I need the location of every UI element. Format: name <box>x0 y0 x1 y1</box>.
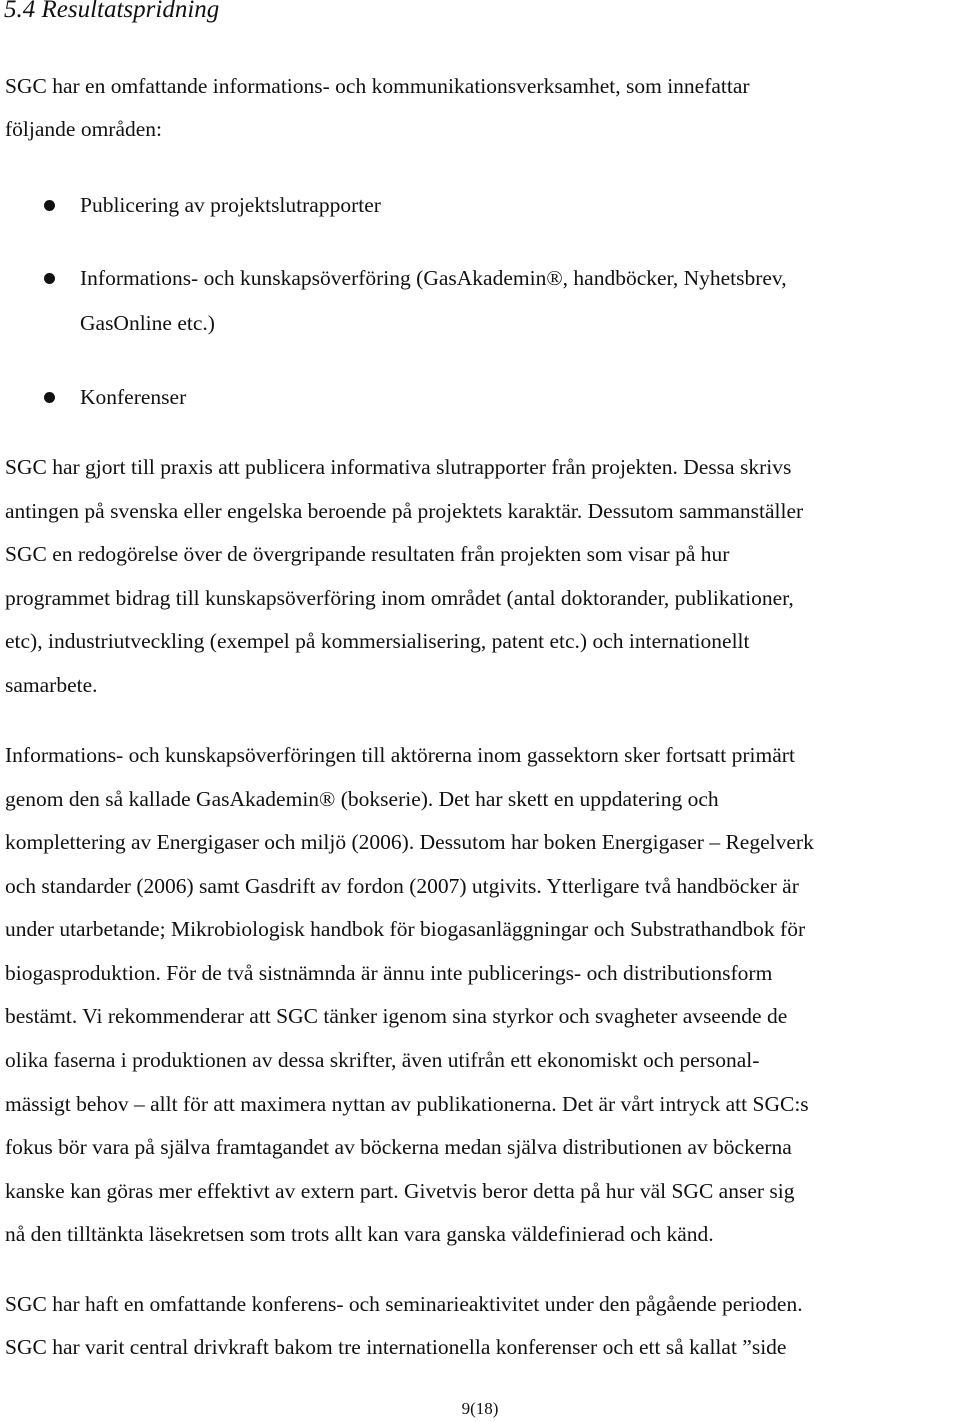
paragraph-line: kanske kan göras mer effektivt av extern part. Givetvis beror detta på hur väl SGC anser sig <box>5 1179 795 1203</box>
bullet-icon <box>44 392 55 403</box>
paragraph-line: genom den så kallade GasAkademin® (bokserie). Det har skett en uppdatering och <box>5 787 719 811</box>
paragraph-line: fokus bör vara på själva framtagandet av böckerna medan själva distributionen av böckerna <box>5 1135 792 1159</box>
bullet-item-text: Publicering av projektslutrapporter <box>80 193 381 217</box>
paragraph-line: nå den tilltänkta läsekretsen som trots allt kan vara ganska väldefinierad och känd. <box>5 1222 714 1246</box>
paragraph-line: SGC har haft en omfattande konferens- och seminarieaktivitet under den pågående perioden. <box>5 1292 803 1316</box>
bullet-item-text: Konferenser <box>80 385 187 409</box>
intro-line: följande områden: <box>5 117 163 141</box>
paragraph-line: biogasproduktion. För de två sistnämnda är ännu inte publicerings- och distributionsform <box>5 961 773 985</box>
paragraph-line: mässigt behov – allt för att maximera nyttan av publikationerna. Det är vårt intryck att SGC:s <box>5 1092 809 1116</box>
page-number: 9(18) <box>461 1399 499 1418</box>
paragraph-line: och standarder (2006) samt Gasdrift av fordon (2007) utgivits. Ytterligare två handböcker är <box>5 874 799 898</box>
section-heading: 5.4 Resultatspridning <box>4 0 220 23</box>
paragraph-line: etc), industriutveckling (exempel på kommersialisering, patent etc.) och internationellt <box>5 629 750 653</box>
intro-line: SGC har en omfattande informations- och kommunikationsverksamhet, som innefattar <box>5 74 750 98</box>
bullet-item-text: GasOnline etc.) <box>80 311 215 335</box>
bullet-icon <box>44 273 55 284</box>
bullet-item-text: Informations- och kunskapsöverföring (GasAkademin®, handböcker, Nyhetsbrev, <box>80 266 787 290</box>
bullet-icon <box>44 200 55 211</box>
paragraph-line: antingen på svenska eller engelska beroende på projektets karaktär. Dessutom sammanställer <box>5 499 804 523</box>
paragraph-line: Informations- och kunskapsöverföringen till aktörerna inom gassektorn sker fortsatt primärt <box>5 743 795 767</box>
paragraph-line: SGC har varit central drivkraft bakom tre internationella konferenser och ett så kallat ”side <box>5 1335 787 1359</box>
paragraph-line: komplettering av Energigaser och miljö (2006). Dessutom har boken Energigaser – Regelverk <box>5 830 814 854</box>
paragraph-line: olika faserna i produktionen av dessa skrifter, även utifrån ett ekonomiskt och personal- <box>5 1048 760 1072</box>
paragraph-line: programmet bidrag till kunskapsöverföring inom området (antal doktorander, publikationer, <box>5 586 794 610</box>
paragraph-line: under utarbetande; Mikrobiologisk handbok för biogasanläggningar och Substrathandbok för <box>5 917 806 941</box>
paragraph-line: SGC en redogörelse över de övergripande resultaten från projekten som visar på hur <box>5 542 730 566</box>
paragraph-line: bestämt. Vi rekommenderar att SGC tänker igenom sina styrkor och svagheter avseende de <box>5 1004 788 1028</box>
paragraph-line: samarbete. <box>5 673 98 697</box>
paragraph-line: SGC har gjort till praxis att publicera informativa slutrapporter från projekten. Dessa skrivs <box>5 455 792 479</box>
